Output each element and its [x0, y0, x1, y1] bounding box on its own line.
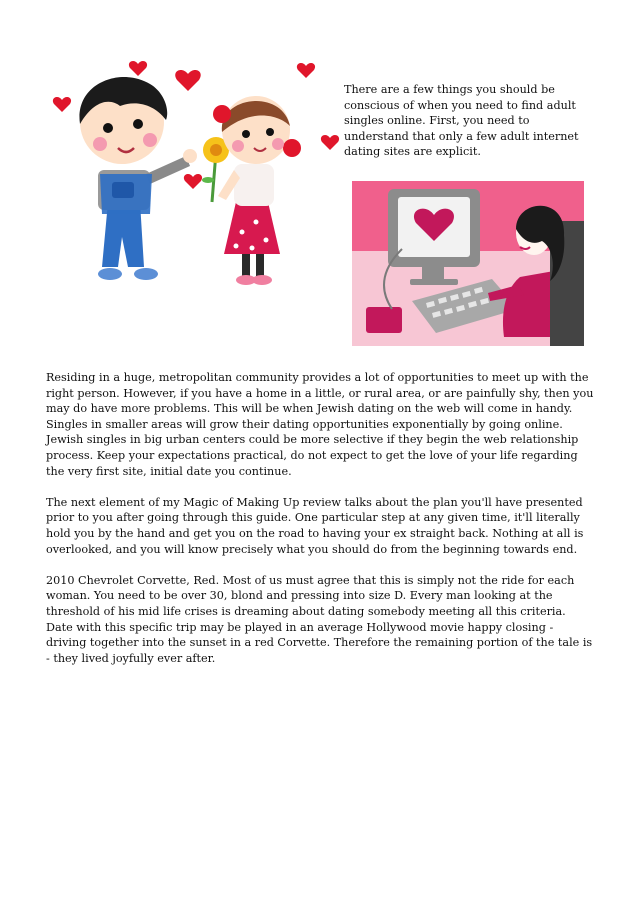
- body-paragraph-1: Residing in a huge, metropolitan community provides a lot of opportunities to meet up with the right person. However, if you have a home in a little, or rural area, or are painfully shy, then you may do have more problems. This will be when Jewish dating on the web will come in handy. Singles in smaller areas will grow their dating opportunities exponentially by going online. Jewish singles in big urban centers could be more selective if they begin the web relationship process. Keep your expectations practical, do not expect to get the love of your life regarding the very first site, initial date you continue.: [46, 371, 594, 478]
- girl-figure: [213, 96, 301, 285]
- boy-figure: [79, 77, 197, 280]
- body-paragraph-3: 2010 Chevrolet Corvette, Red. Most of us must agree that this is simply not the ride for each woman. You need to be over 30, blond and pressing into size D. Every man looking at the threshold of his mid life crises is dreaming about dating somebody meeting all this criteria. Date with this specific trip may be played in an average Hollywood movie happy closing - driving together into the sunset in a red Corvette. Therefore the remaining portion of the tale is - they lived joyfully ever after.: [46, 573, 593, 665]
- article-body: [46, 370, 596, 682]
- woman-at-computer-illustration: [352, 181, 584, 346]
- kids-with-flower-illustration: [50, 52, 340, 292]
- intro-paragraph: There are a few things you should be conscious of when you need to find adult singles online. First, you need to understand that only a few adult internet dating sites are explicit.: [344, 83, 579, 159]
- body-paragraph-2: The next element of my Magic of Making Up review talks about the plan you'll have presented prior to you after going through this guide. One particular step at any given time, it'll literally hold you by the hand and get you on the road to having your ex straight back. Nothing at all is overlooked, and you will know precisely what you should do from the beginning towards end.: [46, 495, 584, 556]
- mouse-pad: [366, 307, 402, 333]
